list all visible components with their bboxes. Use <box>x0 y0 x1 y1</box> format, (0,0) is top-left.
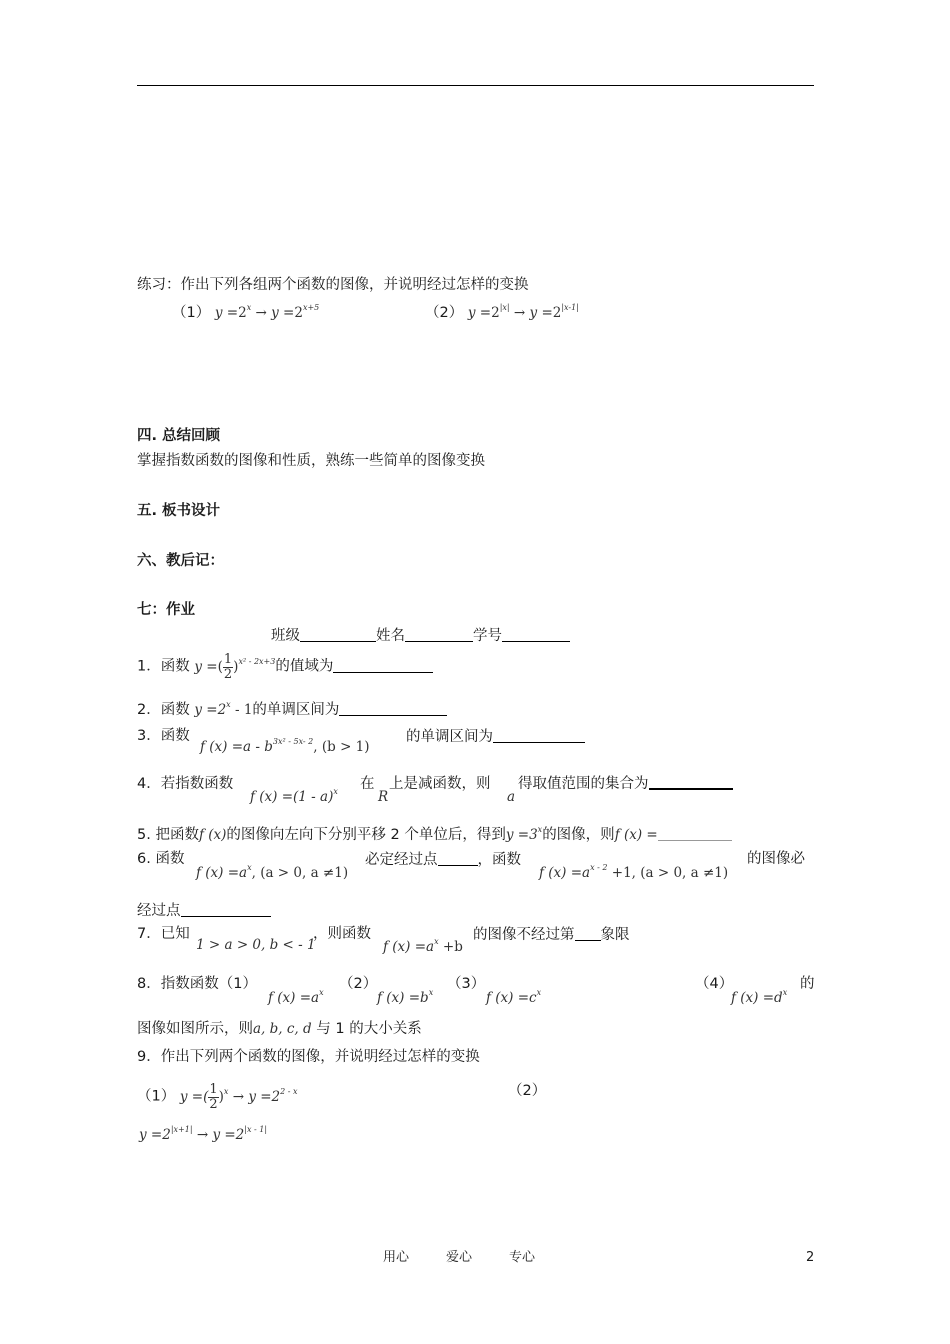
question-9-label-2: （2） <box>508 1083 547 1099</box>
question-4-a: a <box>507 789 516 805</box>
question-7-math: f $(x) =a^x +b$ <box>383 937 463 955</box>
question-6-mid: 必定经过点 ，函数 <box>365 852 521 868</box>
footer-motto-3: 专心 <box>509 1250 536 1265</box>
footer-motto-1: 用心 <box>383 1250 410 1265</box>
q5-blank[interactable] <box>658 826 732 841</box>
question-8-f1: f $(x) =a^x$ <box>268 988 324 1006</box>
question-7-prefix: 7．已知 <box>137 926 190 942</box>
question-8-prefix: 8．指数函数（1） <box>137 976 257 992</box>
q4-blank[interactable] <box>649 776 733 790</box>
question-9-item-1: （1） y =( $\frac{1}{2}$ )$^x \to y =2^{2 - x}$ <box>137 1082 298 1112</box>
class-blank[interactable] <box>300 627 376 642</box>
question-8-de: 的 <box>800 976 815 992</box>
page-number: 2 <box>806 1250 815 1265</box>
section-7-heading: 七：作业 <box>137 602 195 618</box>
question-7-cond: 1 > a > 0, b < - 1 <box>196 937 316 953</box>
question-4-math: f (x) =(1 - a)$^x$ <box>250 787 338 805</box>
question-4-mid: 在 <box>360 776 375 792</box>
question-6-prefix: 6. 函数 <box>137 851 185 867</box>
question-7-mid: ，则函数 <box>313 926 371 942</box>
section-6-heading: 六、教后记： <box>137 553 224 569</box>
student-info-line: 班级 姓名 学号 <box>271 627 570 645</box>
q7-blank[interactable] <box>575 926 601 941</box>
question-4-mid2: 上是减函数，则 <box>389 776 491 792</box>
question-3-prefix: 3．函数 <box>137 728 190 744</box>
q3-blank[interactable] <box>493 728 585 743</box>
question-6-math2: f $(x) =a^{x - 2} +1$, (a > 0, a ≠1) <box>539 863 729 881</box>
question-6-math1: f $(x) =a^x$, (a > 0, a ≠1) <box>196 863 349 881</box>
id-blank[interactable] <box>502 627 570 642</box>
question-9-title: 9．作出下列两个函数的图像，并说明经过怎样的变换 <box>137 1049 480 1065</box>
question-8-line2: 图像如图所示，则a, b, c, d 与 1 的大小关系 <box>137 1021 422 1037</box>
q6-blank-2[interactable] <box>181 902 271 917</box>
practice-title: 练习：作出下列各组两个函数的图像，并说明经过怎样的变换 <box>137 277 529 293</box>
question-2: 2．函数 $y =2^x - 1$的单调区间为 <box>137 700 447 719</box>
header-rule <box>137 85 814 86</box>
question-4-prefix: 4．若指数函数 <box>137 776 234 792</box>
question-4-R: R <box>378 789 389 805</box>
question-1: 1．函数 y =( $\frac{1}{2}$ )$^{x^2 - 2x+3}$的值域为 <box>137 653 433 681</box>
question-8-label-2: （2） <box>339 976 378 992</box>
question-8-f3: f $(x) =c^x$ <box>486 988 542 1006</box>
practice-item-2: （2） $y =2^{|x|} \to y =2^{|x-1|}$ <box>425 303 579 321</box>
question-8-label-3: （3） <box>447 976 486 992</box>
question-8-f2: f $(x) =b^x$ <box>377 988 434 1006</box>
question-4-suffix: 得取值范围的集合为 <box>518 776 733 793</box>
question-7-suffix: 的图像不经过第 象限 <box>473 927 630 943</box>
name-blank[interactable] <box>405 627 473 642</box>
q1-blank[interactable] <box>333 658 433 673</box>
q6-blank-1[interactable] <box>438 851 478 866</box>
question-5: 5. 把函数f (x)的图像向左向下分别平移 2 个单位后，得到$y =3^x$的图像，则f (x) = <box>137 825 732 844</box>
section-4-heading: 四. 总结回顾 <box>137 428 221 444</box>
question-3-body: f $(x) =a - b^{3x^2 - 5x- 2}$, (b > 1) <box>200 737 370 755</box>
section-5-heading: 五. 板书设计 <box>137 503 221 519</box>
question-6-line2: 经过点 <box>137 902 271 920</box>
question-8-label-4: （4） <box>695 976 734 992</box>
question-9-item-2: $y =2^{|x+1|} \to y =2^{|x - 1|}$ <box>139 1125 268 1143</box>
q2-blank[interactable] <box>339 701 447 716</box>
question-8-f4: f $(x) =d^x$ <box>731 988 788 1006</box>
question-3-suffix: 的单调区间为 <box>406 728 585 746</box>
section-4-text: 掌握指数函数的图像和性质，熟练一些简单的图像变换 <box>137 453 485 469</box>
practice-item-1: （1） $y =2^x \to y =2^{x+5}$ <box>172 303 320 321</box>
question-6-suffix: 的图像必 <box>747 851 805 867</box>
footer-motto-2: 爱心 <box>446 1250 473 1265</box>
